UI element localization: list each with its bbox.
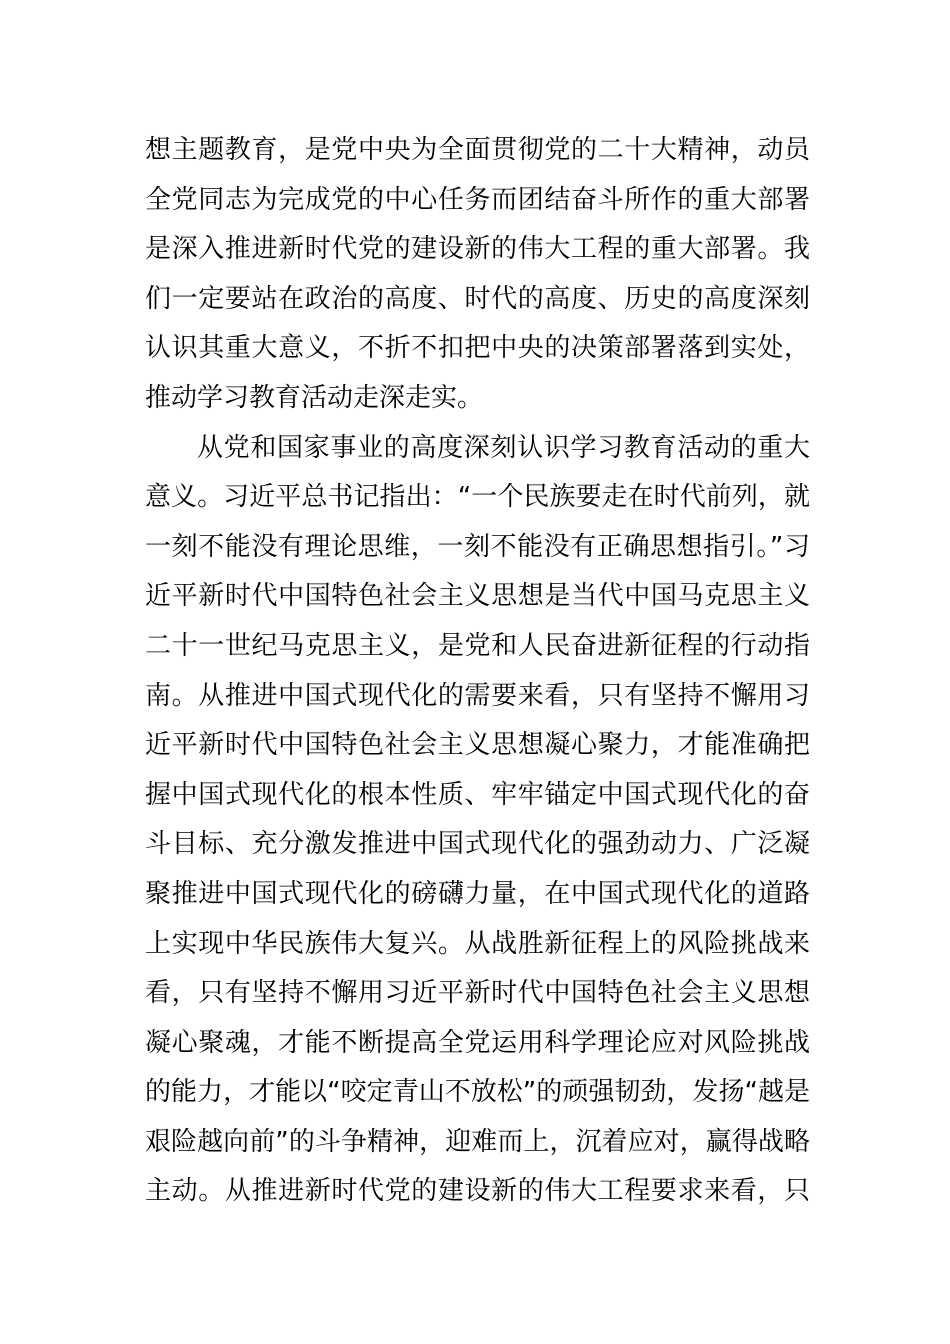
- text-line: 南。从推进中国式现代化的需要来看，只有坚持不懈用习: [145, 680, 810, 711]
- paragraph-1: [145, 126, 810, 424]
- text-line: 上实现中华民族伟大复兴。从战胜新征程上的风险挑战来: [145, 928, 810, 959]
- text-line: 主动。从推进新时代党的建设新的伟大工程要求来看，只: [145, 1176, 810, 1207]
- document-body: [145, 126, 810, 1217]
- paragraph-2: [145, 424, 810, 1218]
- text-line: 想主题教育，是党中央为全面贯彻党的二十大精神，动员: [145, 135, 810, 165]
- text-line: 从党和国家事业的高度深刻认识学习教育活动的重大: [197, 432, 810, 463]
- text-line: 近平新时代中国特色社会主义思想是当代中国马克思主义: [145, 581, 810, 612]
- text-line: 聚推进中国式现代化的磅礴力量，在中国式现代化的道路: [145, 878, 810, 909]
- text-line: 握中国式现代化的根本性质、牢牢锚定中国式现代化的奋: [145, 779, 810, 810]
- text-line: 推动学习教育活动走深走实。: [145, 382, 484, 413]
- text-line: 认识其重大意义，不折不扣把中央的决策部署落到实处，: [145, 333, 810, 364]
- text-line: 艰险越向前”的斗争精神，迎难而上，沉着应对，赢得战略: [145, 1126, 810, 1157]
- text-line: 是深入推进新时代党的建设新的伟大工程的重大部署。我: [145, 234, 810, 265]
- text-line: 全党同志为完成党的中心任务而团结奋斗所作的重大部署: [145, 184, 810, 215]
- text-line: 凝心聚魂，才能不断提高全党运用科学理论应对风险挑战: [145, 1027, 810, 1058]
- text-line: 二十一世纪马克思主义，是党和人民奋进新征程的行动指: [145, 630, 810, 661]
- text-line: 看，只有坚持不懈用习近平新时代中国特色社会主义思想: [145, 978, 810, 1009]
- text-line: 意义。习近平总书记指出：“一个民族要走在时代前列，就: [145, 482, 810, 513]
- text-line: 的能力，才能以“咬定青山不放松”的顽强韧劲，发扬“越是: [145, 1077, 810, 1108]
- text-line: 斗目标、充分激发推进中国式现代化的强劲动力、广泛凝: [145, 829, 810, 860]
- text-line: 近平新时代中国特色社会主义思想凝心聚力，才能准确把: [145, 730, 810, 761]
- text-line: 一刻不能没有理论思维，一刻不能没有正确思想指引。”习: [145, 531, 810, 562]
- text-line: 们一定要站在政治的高度、时代的高度、历史的高度深刻: [145, 283, 810, 314]
